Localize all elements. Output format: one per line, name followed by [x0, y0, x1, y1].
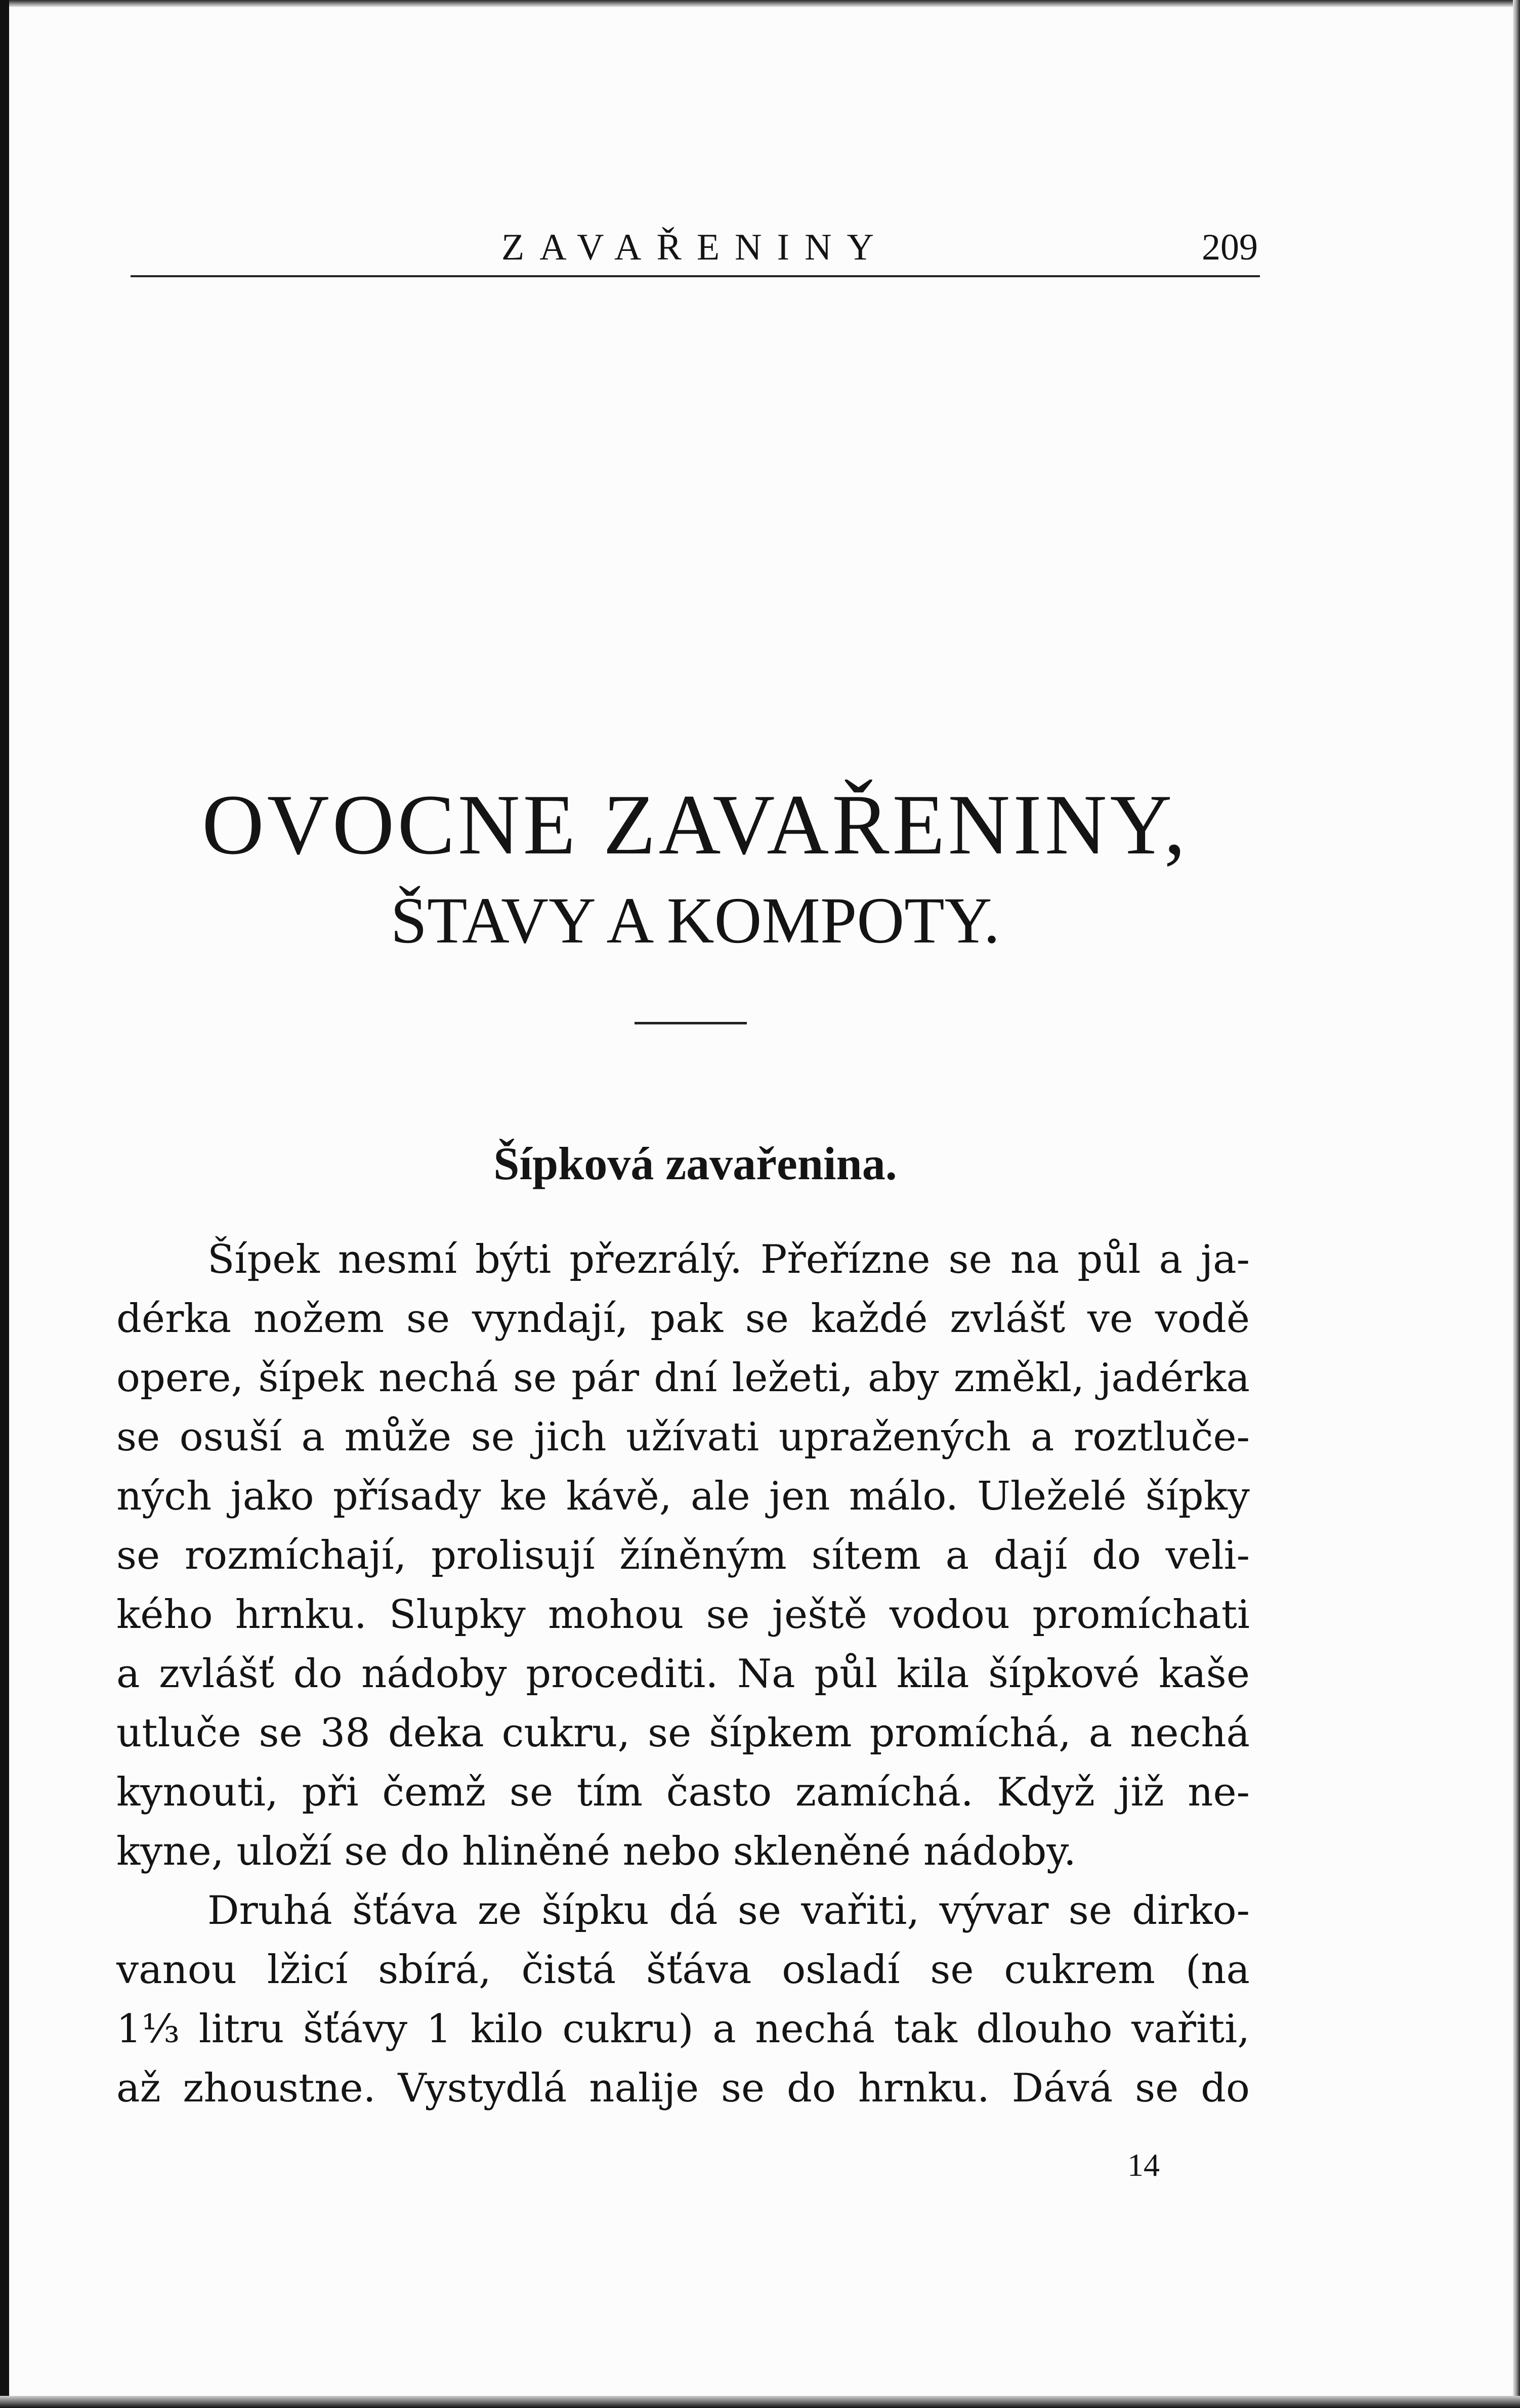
body-line: kyne, uloží se do hliněné nebo skleněné nádoby. — [116, 1829, 1076, 1874]
body-line: vanou lžicí sbírá, čistá šťáva osladí se cukrem (na — [116, 1947, 1250, 1993]
scan-edge-left — [0, 0, 9, 2408]
running-header — [131, 221, 1260, 276]
section-heading: Šípková zavařenina. — [493, 1138, 897, 1189]
body-line: opere, šípek nechá se pár dní ležeti, aby změkl, jadérka — [116, 1355, 1250, 1401]
body-line: Šípek nesmí býti přezrálý. Přeřízne se na půl a ja- — [207, 1237, 1250, 1282]
body-line: až zhoustne. Vystydlá nalije se do hrnku. Dává se do — [116, 2066, 1250, 2111]
body-line: se osuší a může se jich užívati upražených a roztluče- — [116, 1414, 1250, 1460]
scan-edge-bottom — [0, 2396, 1520, 2408]
body-line: kynouti, při čemž se tím často zamíchá. Když již ne- — [116, 1770, 1250, 1815]
running-title: ZAVAŘENINY — [501, 227, 889, 268]
printer-signature: 14 — [1127, 2147, 1160, 2183]
chapter-subtitle: ŠTAVY A KOMPOTY. — [390, 884, 1000, 957]
header-rule — [131, 275, 1260, 277]
body-line: kého hrnku. Slupky mohou se ještě vodou promíchati — [116, 1592, 1250, 1638]
body-line: utluče se 38 deka cukru, se šípkem promíchá, a nechá — [116, 1710, 1250, 1756]
body-line: 1⅓ litru šťávy 1 kilo cukru) a nechá tak dlouho vařiti, — [116, 2006, 1250, 2052]
body-line: se rozmíchají, prolisují žíněným sítem a dají do veli- — [116, 1533, 1250, 1578]
title-divider — [635, 1022, 747, 1024]
body-line: Druhá šťáva ze šípku dá se vařiti, vývar se dirko- — [207, 1888, 1250, 1933]
body-line: dérka nožem se vyndají, pak se každé zvlášť ve vodě — [116, 1296, 1250, 1342]
scan-edge-top — [0, 0, 1520, 7]
scan-edge-right — [1513, 0, 1520, 2408]
page-number: 209 — [1202, 227, 1258, 268]
chapter-title: OVOCNE ZAVAŘENINY, — [202, 777, 1189, 872]
body-text — [116, 1230, 1250, 2118]
body-line: a zvlášť do nádoby procediti. Na půl kila šípkové kaše — [116, 1651, 1250, 1697]
body-line: ných jako přísady ke kávě, ale jen málo. Uleželé šípky — [116, 1474, 1250, 1519]
